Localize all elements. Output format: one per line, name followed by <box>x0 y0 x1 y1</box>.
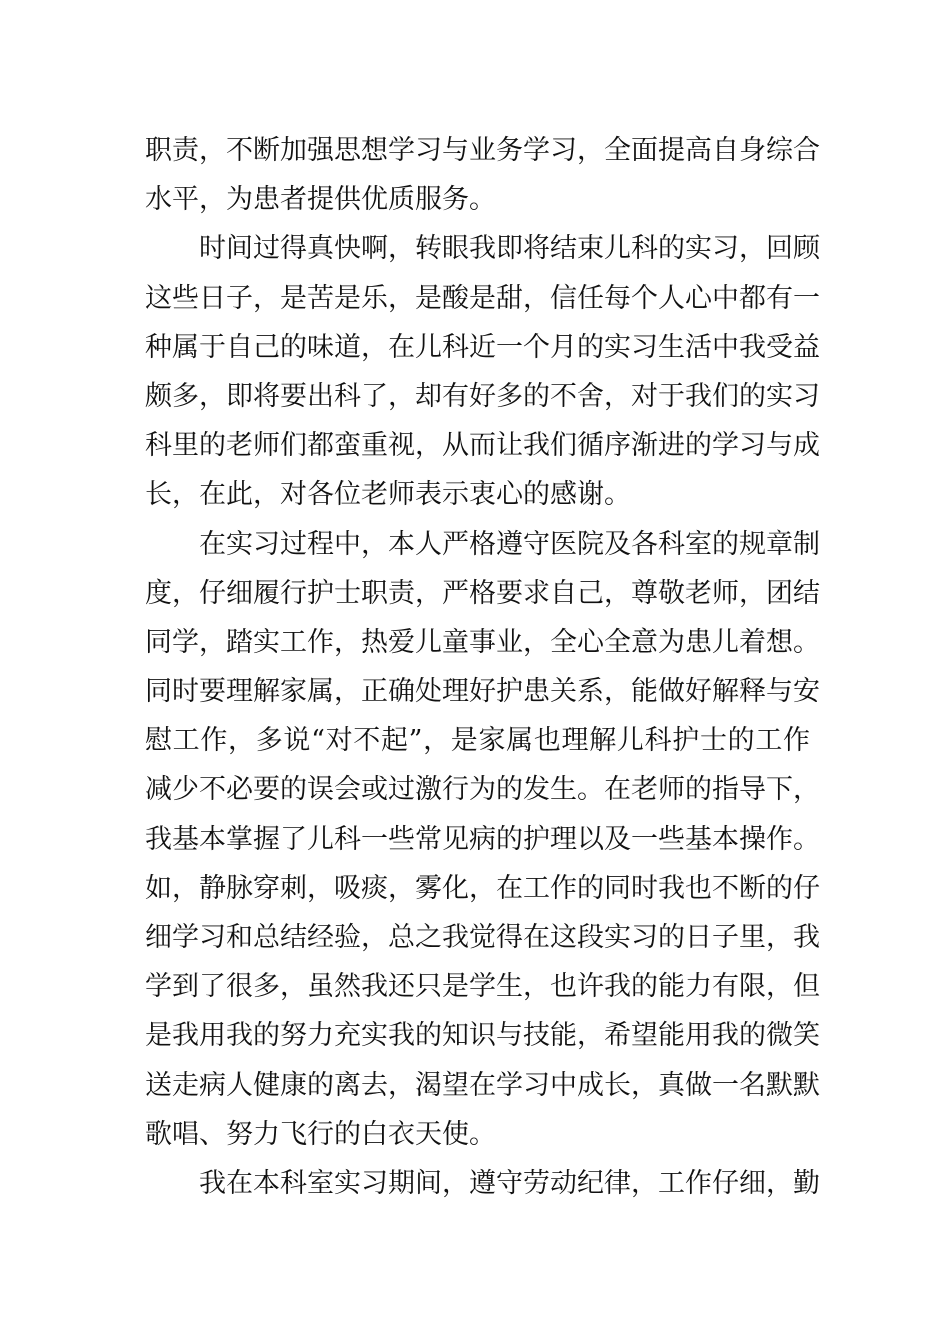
text-line: 长，在此，对各位老师表示衷心的感谢。 <box>145 479 631 511</box>
body-text <box>145 126 820 1208</box>
text-line: 颇多，即将要出科了，却有好多的不舍，对于我们的实习 <box>145 380 820 412</box>
text-line: 职责，不断加强思想学习与业务学习，全面提高自身综合 <box>145 135 820 166</box>
text-line: 度，仔细履行护士职责，严格要求自己，尊敬老师，团结 <box>145 577 820 609</box>
text-line: 歌唱、努力飞行的白衣天使。 <box>145 1118 496 1150</box>
text-line: 种属于自己的味道，在儿科近一个月的实习生活中我受益 <box>145 331 820 363</box>
text-line: 水平，为患者提供优质服务。 <box>145 184 496 216</box>
text-line: 时间过得真快啊，转眼我即将结束儿科的实习，回顾 <box>199 233 820 265</box>
text-line: 同时要理解家属，正确处理好护患关系，能做好解释与安 <box>145 676 820 708</box>
text-line: 慰工作，多说“对不起”，是家属也理解儿科护士的工作 <box>145 725 810 757</box>
text-line: 减少不必要的误会或过激行为的发生。在老师的指导下， <box>145 774 820 806</box>
text-line: 我在本科室实习期间，遵守劳动纪律，工作仔细，勤 <box>199 1167 820 1199</box>
text-line: 是我用我的努力充实我的知识与技能，希望能用我的微笑 <box>145 1020 820 1052</box>
text-line: 学到了很多，虽然我还只是学生，也许我的能力有限，但 <box>145 971 820 1003</box>
text-line: 在实习过程中，本人严格遵守医院及各科室的规章制 <box>199 528 820 560</box>
text-line: 我基本掌握了儿科一些常见病的护理以及一些基本操作。 <box>145 823 820 855</box>
text-line: 同学，踏实工作，热爱儿童事业，全心全意为患儿着想。 <box>145 626 820 658</box>
text-line: 这些日子，是苦是乐，是酸是甜，信任每个人心中都有一 <box>145 282 820 314</box>
text-line: 细学习和总结经验，总之我觉得在这段实习的日子里，我 <box>145 922 820 953</box>
text-line: 如，静脉穿刺，吸痰，雾化，在工作的同时我也不断的仔 <box>145 872 820 904</box>
text-line: 送走病人健康的离去，渴望在学习中成长，真做一名默默 <box>145 1069 820 1101</box>
text-line: 科里的老师们都蛮重视，从而让我们循序渐进的学习与成 <box>145 430 820 462</box>
